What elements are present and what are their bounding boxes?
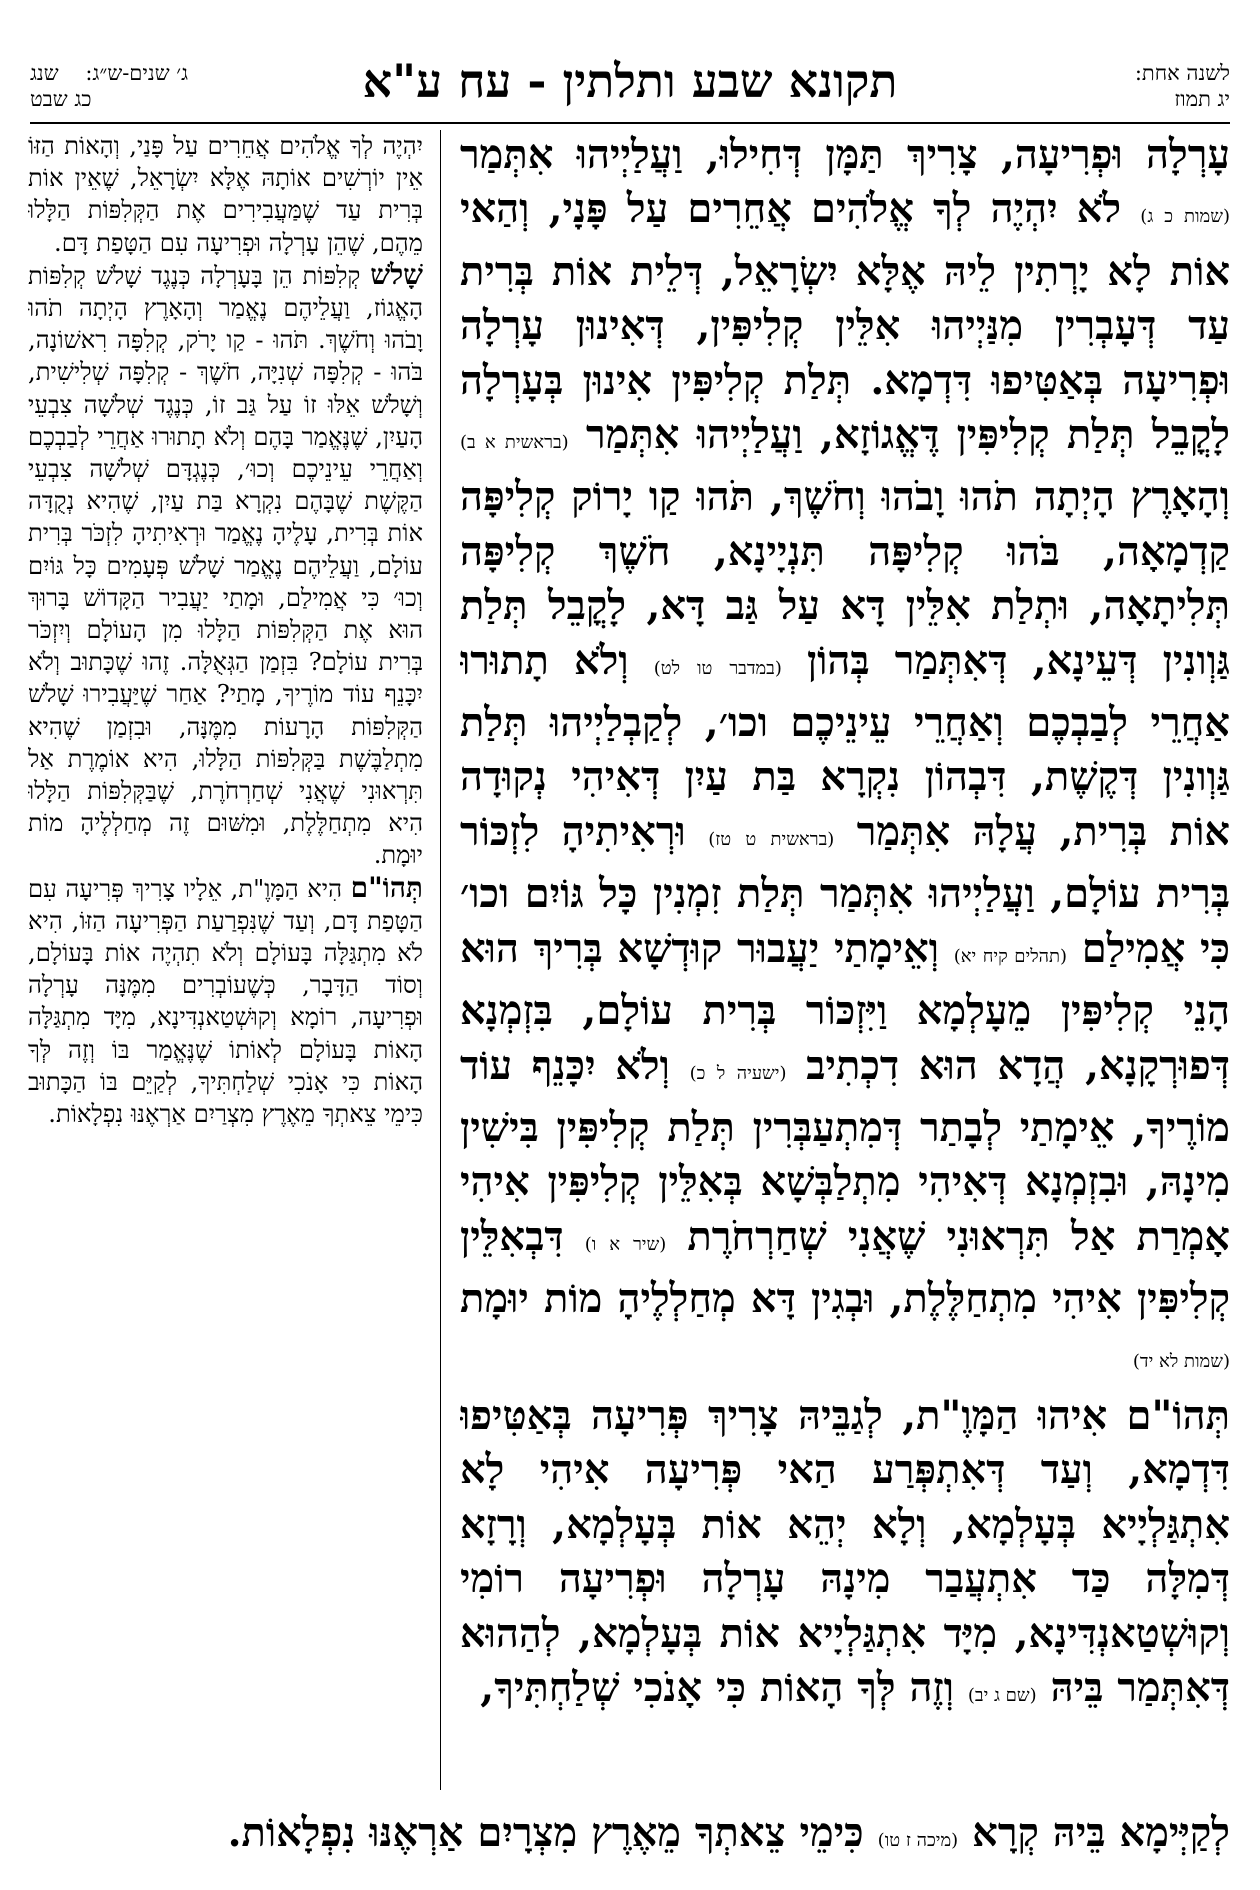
study-plan-label-alt: ג׳ שנים-ש״ג: <box>85 61 189 85</box>
verse-reference: (שמות כ ג) <box>1140 206 1230 228</box>
paragraph-opening-word: שָׁלֹשׁ <box>370 257 423 291</box>
translation-paragraph <box>28 872 423 1131</box>
main-text: וְזֶה לְּךָ הָאוֹת כִּי אָנֹכִי שְׁלַחְתִּיךָ, <box>480 1663 954 1711</box>
page-header <box>30 50 1230 120</box>
main-text: לֹא יִהְיֶה לְךָ אֱלֹהִים אֲחֵרִים עַל פָּנָי, וְהַאי אוֹת לָא יָרְתִין לֵיהּ אֶלָּא יִשְׂרָאֵל, דְּלֵית אוֹת בְּרִית עַד דְּעָבְרִין מִנַּיְיהוּ אִלֵּין קְלִיפִּין, דְּאִינוּן עָרְלָה וּפְרִיעָה בְּאַטִּיפוּ דִּדְמָא. <box>460 185 1230 404</box>
translation-text: הִיא הַמָּוֶ"ת, אֵלָיו צָרִיךְ פְּרִיעָה עִם הַטָּפַת דָּם, וְעַד שֶׁנִּפְרַעַת הַפְּרִיעָה הַזּוֹ, הִיא לֹא מִתְגַּלָּה בָּעוֹלָם וְלֹא תִהְיֶה אוֹת בָּעוֹלָם, וְסוֹד הַדָּבָר, כְּשֶׁעוֹבְרִים מִמֶּנָּה עָרְלָה וּפְרִיעָה, רוֹמָא וְקוּשְׁטַאנְדִּינָא, מִיָּד מִתְגַּלָּה הָאוֹת בָּעוֹלָם לְאוֹתוֹ שֶׁנֶּאֱמַר בּוֹ וְזֶה לְּךָ הָאוֹת כִּי אָנֹכִי שְׁלַחְתִּיךָ, לְקַיֵּם בּוֹ הַכָּתוּב כִּימֵי צֵאתְךָ מֵאֶרֶץ מִצְרַיִם אַרְאֶנּוּ נִפְלָאוֹת. <box>28 874 423 1129</box>
header-rule <box>30 122 1230 124</box>
header-left <box>30 60 188 112</box>
verse-reference: (בראשית א ב) <box>460 432 569 454</box>
translation-text: קְלִפּוֹת הֵן בָּעָרְלָה כְּנֶגֶד שָׁלֹשׁ קְלִפּוֹת הָאֱגוֹז, וַעֲלֵיהֶם נֶאֱמַר וְהָאָרֶץ הָיְתָה תֹהוּ וָבֹהוּ וְחֹשֶׁךְ. תֹּהוּ - קַו יָרֹק, קְלִפָּה רִאשׁוֹנָה, בֹּהוּ - קְלִפָּה שְׁנִיָּה, חֹשֶׁךְ - קְלִפָּה שְׁלִישִׁית, וְשָׁלֹשׁ אֵלּוּ זוֹ עַל גַּב זוֹ, כְּנֶגֶד שְׁלֹשָׁה צִבְעֵי הָעַיִן, שֶׁנֶּאֱמַר בָּהֶם וְלֹא תָתוּרוּ אַחֲרֵי לְבַבְכֶם וְאַחֲרֵי עֵינֵיכֶם וְכוּ׳, כְּנֶגְדָּם שְׁלֹשָׁה צִבְעֵי הַקֶּשֶׁת שֶׁבָּהֶם נִקְרָא בַּת עַיִן, שֶׁהִיא נְקֻדָּה אוֹת בְּרִית, עָלֶיהָ נֶאֱמַר וּרְאִיתִיהָ לִזְכֹּר בְּרִית עוֹלָם, וַעֲלֵיהֶם נֶאֱמַר שָׁלֹשׁ פְּעָמִים כָּל גּוֹיִם וְכוּ׳ כִּי אֲמִילַם, וּמָתַי יַעֲבִיר הַקָּדוֹשׁ בָּרוּךְ הוּא אֶת הַקְּלִפּוֹת הַלָּלוּ מִן הָעוֹלָם וְיִזְכֹּר בְּרִית עוֹלָם? בִּזְמַן הַגְּאֻלָּה. זֶהוּ שֶׁכָּתוּב וְלֹא יִכָּנֵף עוֹד מוֹרֶיךָ, מָתַי? אַחַר שֶׁיַּעֲבִירוּ שָׁלֹשׁ הַקְּלִפּוֹת הָרָעוֹת מִמֶּנָּה, וּבִזְמַן שֶׁהִיא מִתְלַבֶּשֶׁת בַּקְּלִפּוֹת הַלָּלוּ, הִיא אוֹמֶרֶת אַל תִּרְאוּנִי שֶׁאֲנִי שְׁחַרְחֹרֶת, שֶׁבַּקְּלִפּוֹת הַלָּלוּ הִיא מִתְחַלֶּלֶת, וּמִשּׁוּם זֶה מְחַלְלֶיהָ מוֹת יוּמָת. <box>28 261 423 870</box>
closing-text: לְקַיְּימָא בֵּיהּ קְרָא <box>972 1809 1230 1856</box>
closing-text: כִּימֵי צֵאתְךָ מֵאֶרֶץ מִצְרָיִם אַרְאֶנּוּ נִפְלָאוֹת. <box>227 1809 864 1856</box>
study-date: יג תמוז <box>1174 87 1230 111</box>
verse-reference: (במדבר טו לט) <box>653 657 782 679</box>
main-text: דִּבְאִלֵּין קְלִיפִּין אִיהִי מִתְחַלֶּלֶת, וּבְגִין דָּא מְחַלְלֶיהָ מוֹת יוּמָת <box>460 1212 1230 1323</box>
main-aramaic-column <box>460 128 1230 1798</box>
column-divider <box>440 130 441 1790</box>
closing-line <box>30 1806 1230 1868</box>
verse-reference: (ישעיה ל כ) <box>689 1062 787 1084</box>
main-text: וּרְאִיתִיהָ לִזְכּוֹר בְּרִית עוֹלָם, וַעֲלַיְיהוּ אִתְּמַר תְּלַת זִמְנִין כָּל גּוֹיִם וכו׳ כִּי אֲמִילַם <box>460 807 1230 972</box>
verse-reference: (שם ג יב) <box>967 1684 1037 1706</box>
verse-reference: (בראשית ט טז) <box>708 828 835 850</box>
verse-reference: (מיכה ז טו) <box>877 1830 959 1851</box>
hebrew-translation-column <box>28 130 423 1785</box>
main-paragraph <box>460 1389 1230 1723</box>
main-text: וְלֹא תָתוּרוּ אַחֲרֵי לְבַבְכֶם וְאַחֲרֵי עֵינֵיכֶם וכו׳, לְקַבְלַיְיהוּ תְּלַת גַּוְונִין דְּקֶשֶׁת, דִּבְהוֹן נִקְרָא בַּת עַיִן דְּאִיהִי נְקוּדָה אוֹת בְּרִית, עֲלָהּ אִתְּמַר <box>460 636 1230 855</box>
main-text: תְּהוֹ"ם אִיהוּ הַמָּוֶ"ת, לְגַבֵּיהּ צָרִיךְ פְּרִיעָה בְּאַטִּיפוּ דִּדְמָא, וְעַד דְּאִתְפְּרַע הַאי פְּרִיעָה אִיהִי לָא אִתְגַּלְיָיא בְּעָלְמָא, וְלָא יְהֵא אוֹת בְּעָלְמָא, וְרָזָא דְּמִלָּה כַּד אִתְעֲבַר מִינָהּ עָרְלָה וּפְרִיעָה רוֹמִי וְקוּשְׁטַאנְדִּינָא, מִיָּד אִתְגַּלְיָיא אוֹת בְּעָלְמָא, לְהַהוּא דְּאִתְּמַר בֵּיהּ <box>460 1391 1230 1711</box>
main-text: וְאֵימָתַי יַעֲבוּר קוּדְשָׁא בְּרִיךְ הוּא הָנֵי קְלִיפִּין מֵעָלְמָא וַיִּזְכּוֹר בְּרִית עוֹלָם, בִּזְמְנָא דְּפוּרְקָנָא, הֲדָא הוּא דִכְתִיב <box>460 924 1230 1089</box>
study-date-alt: כג שבט <box>30 87 92 111</box>
page-number: שנג <box>30 61 59 85</box>
main-paragraph <box>460 128 1230 1389</box>
verse-reference: (שמות לא יד) <box>1132 1350 1230 1372</box>
main-text: עָרְלָה וּפְרִיעָה, צָרִיךְ תַּמָּן דְּחִילוּ, וַעֲלַיְיהוּ אִתְּמַר <box>460 131 1230 178</box>
translation-paragraph <box>28 130 423 259</box>
header-left-row <box>30 60 188 86</box>
paragraph-opening-word: תְּהוֹ"ם <box>350 870 423 904</box>
verse-reference: (תהלים קיח יא) <box>953 945 1067 967</box>
translation-text: יִהְיֶה לְךָ אֱלֹהִים אֲחֵרִים עַל פָּנַי, וְהָאוֹת הַזּוֹ אֵין יוֹרְשִׁים אוֹתָהּ אֶלָּא יִשְׂרָאֵל, שֶׁאֵין אוֹת בְּרִית עַד שֶׁמַּעֲבִירִים אֶת הַקְּלִפּוֹת הַלָּלוּ מֵהֶם, שֶׁהֵן עָרְלָה וּפְרִיעָה עִם הַטָּפַת דָּם. <box>28 132 423 257</box>
main-text: וְלֹא יִכָּנֵף עוֹד מוֹרֶיךָ, אֵימָתַי לְבָתַר דְּמִתְעַבְּרִין תְּלַת קְלִיפִּין בִּישִׁין מִינָהּ, וּבִזְמְנָא דְּאִיהִי מִתְלַבְּשָׁא בְּאִלֵּין קְלִיפִּין אִיהִי אָמְרַת אַל תִּרְאוּנִי שֶׁאֲנִי שְׁחַרְחֹרֶת <box>460 1041 1230 1260</box>
study-plan-label: לשנה אחת: <box>1134 61 1230 85</box>
main-text: תְּלַת קְלִיפִּין אִינוּן בְּעָרְלָה לָקֳבֵל תְּלַת קְלִיפִּין דֶּאֱגוֹזָא, וַעֲלַיְיהוּ אִתְּמַר <box>460 356 1230 459</box>
main-text: וְהָאָרֶץ הָיְתָה תֹהוּ וָבֹהוּ וְחֹשֶׁךְ, תֹּהוּ קַו יָרוֹק קְלִיפָּה קַדְמָאָה, בֹּהוּ קְלִיפָּה תִּנְיָינָא, חֹשֶׁךְ קְלִיפָּה תְּלִיתָאָה, וּתְלַת אִלֵּין דָּא עַל גַּב דָּא, לָקֳבֵל תְּלַת גַּוְונִין דְּעֵינָא, דְּאִתְּמַר בְּהוֹן <box>460 473 1230 684</box>
verse-reference: (שיר א ו) <box>584 1233 667 1255</box>
translation-paragraph <box>28 259 423 872</box>
page-title: תקונא שבע ותלתין - עח ע"א <box>362 54 898 108</box>
